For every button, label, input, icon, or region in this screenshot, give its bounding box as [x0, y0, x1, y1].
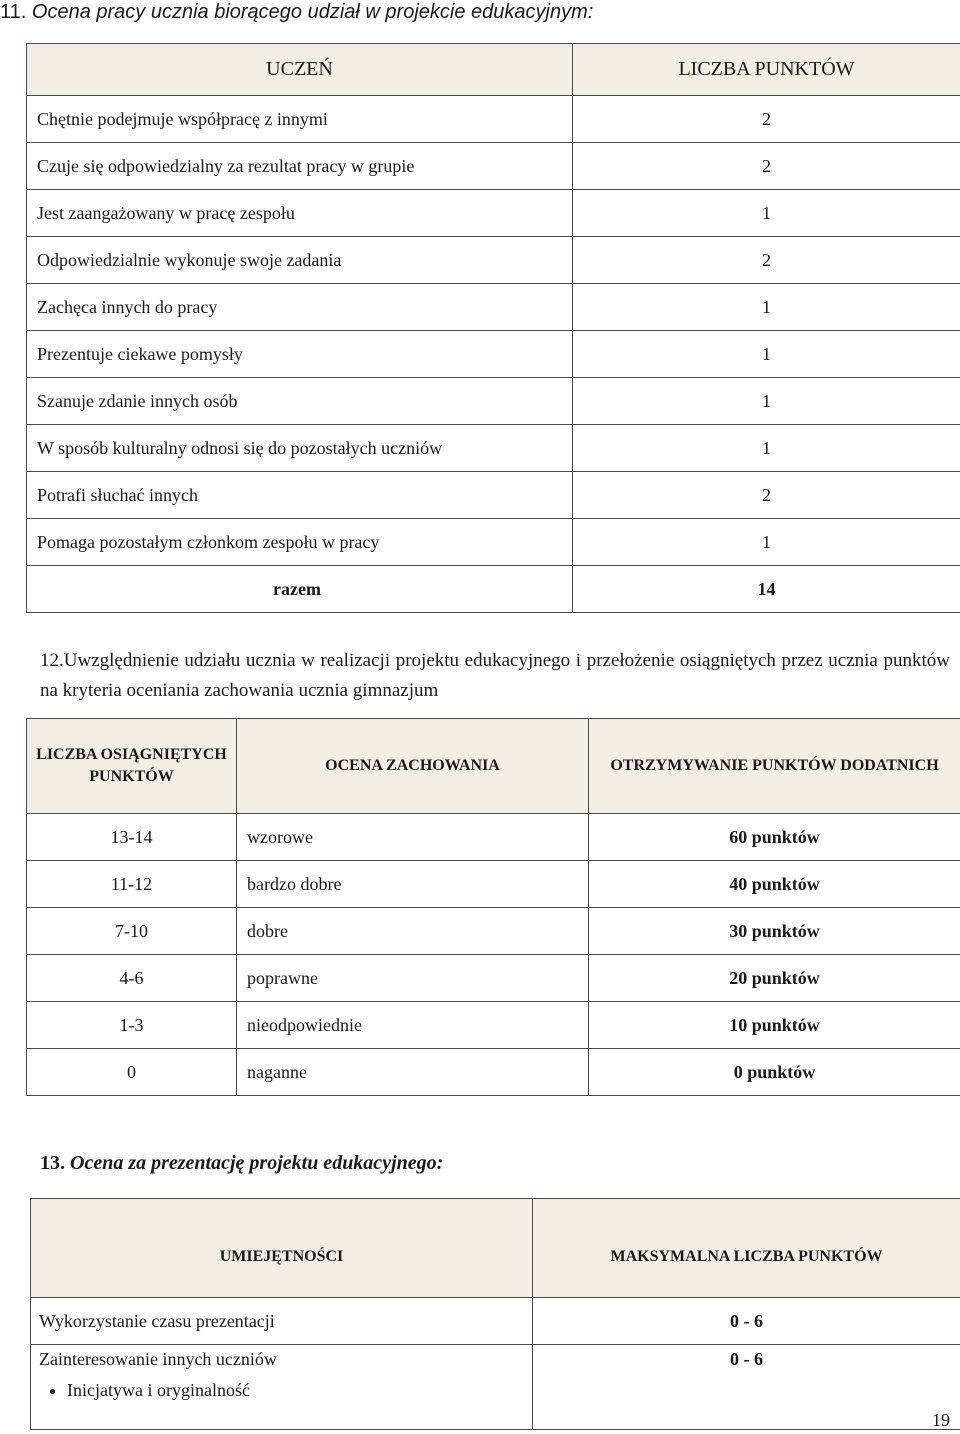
section-13-number: 13. — [40, 1152, 65, 1174]
grade-cell: bardzo dobre — [237, 861, 589, 908]
bonus-cell: 0 punktów — [589, 1049, 960, 1096]
bonus-cell: 10 punktów — [589, 1002, 960, 1049]
section-12-paragraph — [40, 646, 950, 706]
row-label: Jest zaangażowany w pracę zespołu — [27, 190, 573, 237]
table-row — [27, 190, 960, 237]
row-label: W sposób kulturalny odnosi się do pozostałych uczniów — [27, 425, 573, 472]
header-max-points: MAKSYMALNA LICZBA PUNKTÓW — [533, 1199, 960, 1298]
table-row — [31, 1345, 960, 1430]
table-header-row — [27, 719, 960, 814]
row-label: Prezentuje ciekawe pomysły — [27, 331, 573, 378]
row-value: 1 — [573, 190, 960, 237]
table-row — [27, 378, 960, 425]
points-cell: 1-3 — [27, 1002, 237, 1049]
behavior-grade-table — [26, 718, 960, 1096]
section-12-text: Uwzględnienie udziału ucznia w realizacji projektu edukacyjnego i przełożenie osiągniętych przez ucznia punktów na kryteria oceniania zachowania ucznia gimnazjum — [40, 650, 950, 701]
section-11-title: Ocena pracy ucznia biorącego udział w projekcie edukacyjnym: — [31, 1, 594, 23]
grade-cell: wzorowe — [237, 814, 589, 861]
section-11-heading — [0, 0, 593, 24]
row-label: Zainteresowanie innych uczniów — [39, 1349, 277, 1369]
header-points: LICZBA PUNKTÓW — [573, 44, 960, 96]
header-achieved-points: LICZBA OSIĄGNIĘTYCH PUNKTÓW — [27, 719, 237, 814]
table-row — [27, 472, 960, 519]
row-value: 1 — [573, 425, 960, 472]
table-row — [27, 143, 960, 190]
row-label: Odpowiedzialnie wykonuje swoje zadania — [27, 237, 573, 284]
table-row — [27, 425, 960, 472]
section-12-number: 12. — [40, 650, 64, 671]
points-cell: 7-10 — [27, 908, 237, 955]
bonus-cell: 20 punktów — [589, 955, 960, 1002]
section-13-title: Ocena za prezentację projektu edukacyjnego: — [70, 1152, 444, 1174]
row-label: Szanuje zdanie innych osób — [27, 378, 573, 425]
row-label: Czuje się odpowiedzialny za rezultat pracy w grupie — [27, 143, 573, 190]
row-label: Chętnie podejmuje współpracę z innymi — [27, 96, 573, 143]
points-cell: 4-6 — [27, 955, 237, 1002]
total-label: razem — [27, 566, 573, 613]
header-skills: UMIEJĘTNOŚCI — [31, 1199, 533, 1298]
section-13-heading — [40, 1150, 443, 1176]
table-row — [27, 237, 960, 284]
table-row — [27, 1002, 960, 1049]
row-label: Wykorzystanie czasu prezentacji — [31, 1298, 533, 1345]
points-cell: 11-12 — [27, 861, 237, 908]
row-value: 1 — [573, 284, 960, 331]
bonus-cell: 60 punktów — [589, 814, 960, 861]
section-11-number: 11. — [0, 1, 27, 23]
table-row — [27, 519, 960, 566]
grade-cell: nieodpowiednie — [237, 1002, 589, 1049]
table-header-row — [31, 1199, 960, 1298]
bonus-cell: 30 punktów — [589, 908, 960, 955]
row-value: 0 - 6 — [533, 1298, 960, 1345]
row-value: 1 — [573, 519, 960, 566]
bullet-list — [39, 1378, 532, 1402]
bonus-cell: 40 punktów — [589, 861, 960, 908]
table-row — [31, 1298, 960, 1345]
table-row — [27, 955, 960, 1002]
page-number: 19 — [932, 1410, 950, 1430]
table-row — [27, 96, 960, 143]
points-cell: 13-14 — [27, 814, 237, 861]
points-cell: 0 — [27, 1049, 237, 1096]
row-value: 2 — [573, 472, 960, 519]
table-row — [27, 331, 960, 378]
row-label: Zachęca innych do pracy — [27, 284, 573, 331]
header-student: UCZEŃ — [27, 44, 573, 96]
row-label: Potrafi słuchać innych — [27, 472, 573, 519]
presentation-table — [30, 1198, 960, 1430]
row-value: 2 — [573, 96, 960, 143]
student-work-table — [26, 43, 960, 613]
table-row — [27, 814, 960, 861]
row-value: 2 — [573, 237, 960, 284]
total-value: 14 — [573, 566, 960, 613]
table-row — [27, 861, 960, 908]
grade-cell: naganne — [237, 1049, 589, 1096]
table-header-row — [27, 44, 960, 96]
table-row — [27, 908, 960, 955]
list-item: • Inicjatywa i oryginalność — [67, 1378, 532, 1402]
table-row — [27, 284, 960, 331]
row-label-cell — [31, 1345, 533, 1430]
row-value: 1 — [573, 331, 960, 378]
grade-cell: dobre — [237, 908, 589, 955]
row-label: Pomaga pozostałym członkom zespołu w pracy — [27, 519, 573, 566]
row-value: 1 — [573, 378, 960, 425]
grade-cell: poprawne — [237, 955, 589, 1002]
header-bonus-points: OTRZYMYWANIE PUNKTÓW DODATNICH — [589, 719, 960, 814]
table-row — [27, 1049, 960, 1096]
header-behavior-grade: OCENA ZACHOWANIA — [237, 719, 589, 814]
row-value: 0 - 6 — [533, 1345, 960, 1430]
row-value: 2 — [573, 143, 960, 190]
total-row — [27, 566, 960, 613]
